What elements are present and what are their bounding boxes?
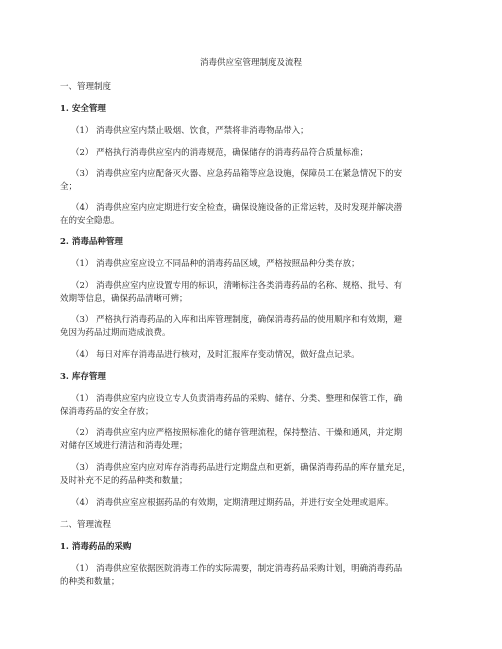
paragraph-line: （2） 消毒供应室内应严格按照标准化的储存管理流程，保持整洁、干燥和通风，并定期 — [71, 428, 403, 438]
paragraph-line: 在的安全隐患。 — [60, 216, 120, 226]
paragraph-line: 效期等信息，确保药品清晰可辨； — [60, 294, 188, 304]
paragraph-line: 的种类和数量； — [60, 577, 120, 587]
subsection-heading-inventory: 3. 库存管理 — [60, 372, 106, 382]
paragraph-line: 保消毒药品的安全存放； — [60, 407, 154, 417]
paragraph-line: （1） 消毒供应室内应设立专人负责消毒药品的采购、储存、分类、整理和保管工作，确 — [71, 394, 403, 404]
paragraph-line: （1） 消毒供应室依据医院消毒工作的实际需要，制定消毒药品采购计划，明确消毒药品 — [71, 564, 403, 574]
paragraph-line: （4） 每日对库存消毒品进行核对，及时汇报库存变动情况，做好盘点记录。 — [71, 350, 360, 360]
paragraph-line: （1） 消毒供应室内禁止吸烟、饮食，严禁将非消毒物品带入； — [71, 126, 309, 136]
section-heading-management-process: 二、管理流程 — [60, 520, 112, 530]
paragraph-line: （2） 严格执行消毒供应室内的消毒规范，确保储存的消毒药品符合质量标准； — [71, 148, 369, 158]
paragraph-line: （3） 严格执行消毒药品的入库和出库管理制度，确保消毒药品的使用顺序和有效期，避 — [71, 315, 403, 325]
subsection-heading-procurement: 1. 消毒药品的采购 — [60, 542, 132, 552]
subsection-heading-safety: 1. 安全管理 — [60, 104, 106, 114]
paragraph-line: 及时补充不足的药品种类和数量； — [60, 476, 188, 486]
document-title: 消毒供应室管理制度及流程 — [199, 58, 302, 68]
paragraph-line: （3） 消毒供应室内应配备灭火器、应急药品箱等应急设施，保障员工在紧急情况下的安 — [71, 169, 403, 179]
paragraph-line: 全； — [60, 182, 78, 192]
paragraph-line: （1） 消毒供应室应设立不同品种的消毒药品区域，严格按照品种分类存放； — [71, 259, 360, 269]
paragraph-line: （2） 消毒供应室内应设置专用的标识，清晰标注各类消毒药品的名称、规格、批号、有 — [71, 281, 403, 291]
paragraph-line: （4） 消毒供应室内应定期进行安全检查，确保设施设备的正常运转，及时发现并解决潜 — [71, 203, 403, 213]
section-heading-management-system: 一、管理制度 — [60, 82, 112, 92]
paragraph-line: （4） 消毒供应室应根据药品的有效期，定期清理过期药品，并进行安全处理或退库。 — [71, 498, 394, 508]
paragraph-line: 免因为药品过期而造成浪费。 — [60, 328, 171, 338]
subsection-heading-disinfectant-types: 2. 消毒品种管理 — [60, 237, 123, 247]
paragraph-line: 对储存区域进行清洁和消毒处理； — [60, 441, 188, 451]
paragraph-line: （3） 消毒供应室内应对库存消毒药品进行定期盘点和更新，确保消毒药品的库存量充足， — [71, 463, 411, 473]
